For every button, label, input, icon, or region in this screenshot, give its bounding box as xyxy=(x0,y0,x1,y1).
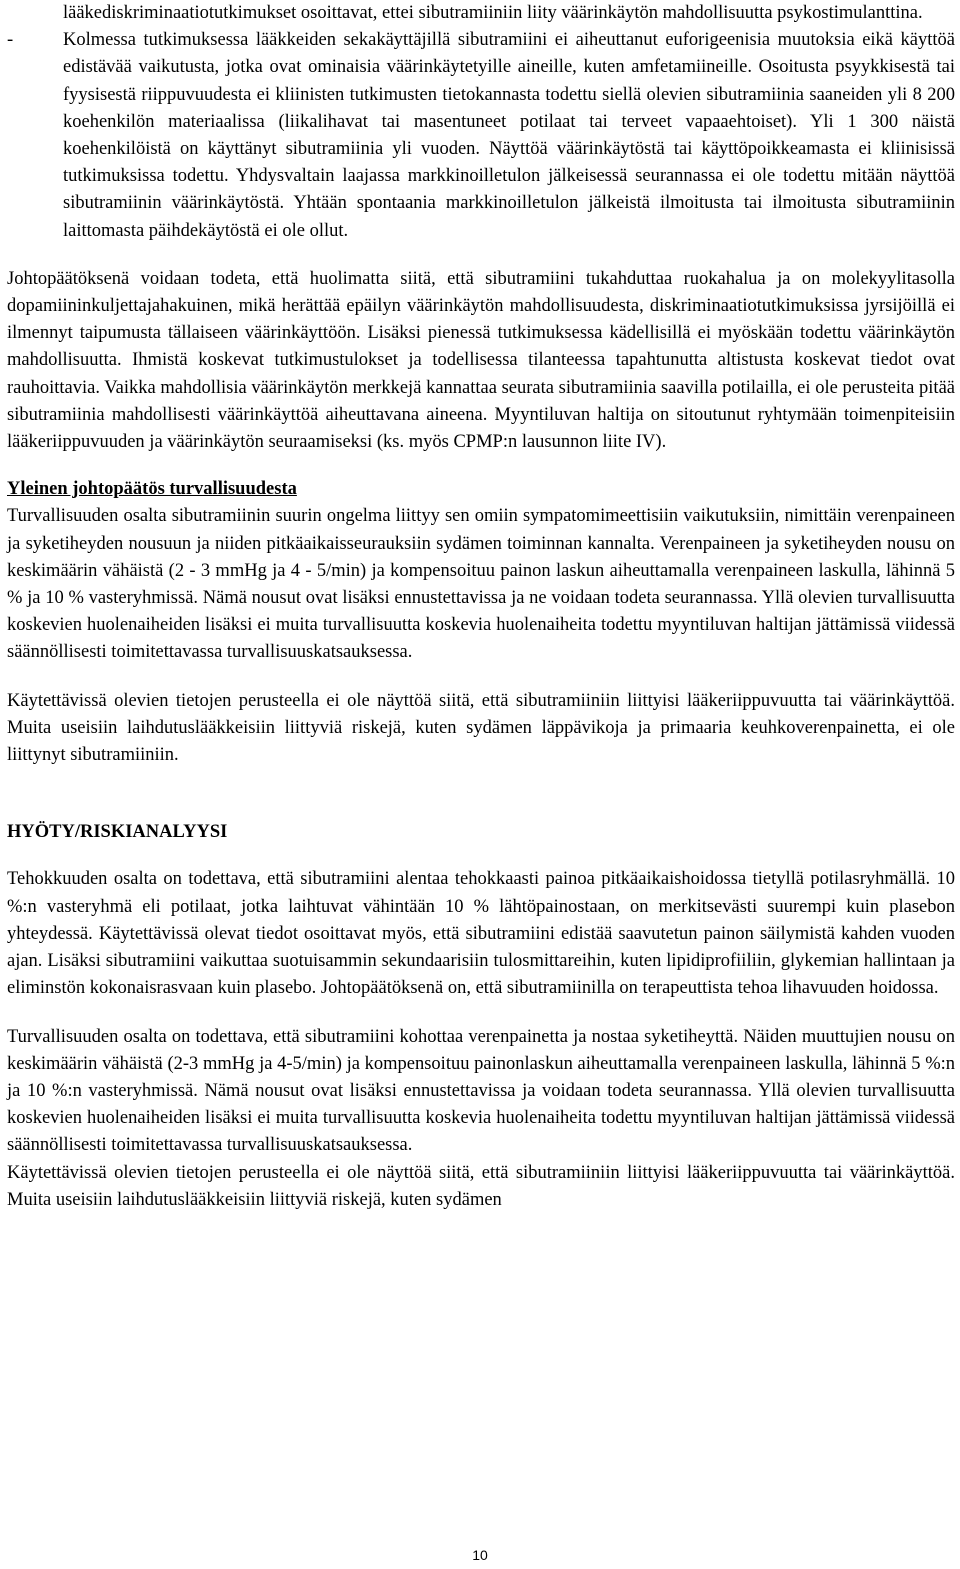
spacer xyxy=(7,456,955,476)
document-page xyxy=(7,0,955,1214)
section-heading-benefit-risk: HYÖTY/RISKIANALYYSI xyxy=(7,822,228,843)
spacer xyxy=(7,846,955,866)
spacer xyxy=(7,667,955,688)
list-item xyxy=(7,27,955,245)
safety-paragraph-1: Turvallisuuden osalta sibutramiinin suurin ongelma liittyy sen omiin sympatomimeettisiin vaikutuksiin, nimittäin verenpaineen ja syketiheyden nousuun ja niiden pitkäaikaisseurauksiin sydämen toiminnan kannalta. Verenpaineen ja syketiheyden nousu on keskimäärin vähäistä (2 - 3 mmHg ja 4 - 5/min) ja kompensoituu painon laskun aiheuttamalla verenpaineen laskulla, lähinnä 5 % ja 10 % vasteryhmissä. Nämä nousut ovat lisäksi ennustettavissa ja ne voidaan todeta seurannassa. Yllä olevien turvallisuutta koskevien huolenaiheiden lisäksi ei muita turvallisuutta koskevia huolenaiheita todettu myyntiluvan haltijan jättämissä viidessä säännöllisesti toimitettavassa turvallisuuskatsauksessa. xyxy=(7,506,955,663)
benefit-risk-paragraph-1: Tehokkuuden osalta on todettava, että sibutramiini alentaa tehokkaasti painoa pitkäaikaishoidossa tietyllä potilasryhmällä. 10 %:n vasteryhmä eli potilaat, jotka laihtuvat vähintään 10 % lähtöpainostaan, on merkitsevästi suurempi kuin plasebon yhteydessä. Käytettävissä olevat tiedot osoittavat myös, että sibutramiini edistää saavutetun painon säilymistä kahden vuoden ajan. Lisäksi sibutramiini vaikuttaa suotuisammin sekundaarisiin tulosmittareihin, kuten lipidiprofiiliin, glykemian hallintaan ja eliminstön kokonaisrasvaan kuin plasebo. Johtopäätöksenä on, että sibutramiinilla on terapeuttista tehoa lihavuuden hoidossa. xyxy=(7,869,955,999)
benefit-risk-paragraph-2: Turvallisuuden osalta on todettava, että sibutramiini kohottaa verenpainetta ja nostaa syketiheyttä. Näiden muuttujien nousu on keskimäärin vähäistä (2-3 mmHg ja 4-5/min) ja kompensoituu painonlaskun aiheuttamalla verenpaineen laskulla, lähinnä 5 %:n ja 10 %:n vasteryhmissä. Nämä nousut ovat lisäksi ennustettavissa ja voidaan todeta seurannassa. Yllä olevien turvallisuutta koskevien huolenaiheiden lisäksi ei muita turvallisuutta koskevia huolenaiheita todettu myyntiluvan haltijan jättämissä viidessä säännöllisesti toimitettavassa turvallisuuskatsauksessa. xyxy=(7,1026,955,1156)
benefit-risk-paragraph-3: Käytettävissä olevien tietojen perusteella ei ole näyttöä siitä, että sibutramiiniin liittyisi lääkeriippuvuutta tai väärinkäyttöä. Muita useisiin laihdutuslääkkeisiin liittyviä riskejä, kuten sydämen xyxy=(7,1162,955,1210)
spacer xyxy=(7,1003,955,1024)
list-dash: - xyxy=(7,30,14,51)
spacer xyxy=(7,245,955,266)
page-number: 10 xyxy=(472,1547,488,1563)
spacer xyxy=(7,769,955,819)
section-heading-safety: Yleinen johtopäätös turvallisuudesta xyxy=(7,479,297,500)
conclusion-paragraph: Johtopäätöksenä voidaan todeta, että huolimatta siitä, että sibutramiini tukahduttaa ruokahalua ja on molekyylitasolla dopamiininkuljettajahakuinen, mikä herättää epäilyn väärinkäytön mahdollisuudesta, diskriminaatiotutkimuksissa jyrsijöillä ei ilmennyt taipumusta tällaiseen väärinkäyttöön. Lisäksi pienessä tutkimuksessa kädellisillä ei myöskään todettu väärinkäytön mahdollisuutta. Ihmistä koskevat tutkimustulokset ja todellisessa tilanteessa tapahtunutta altistusta koskevat tiedot ovat rauhoittavia. Vaikka mahdollisia väärinkäytön merkkejä kannattaa seurata sibutramiinia saavilla potilailla, ei ole perusteita pitää sibutramiinia mahdollisesti väärinkäyttöä aiheuttavana aineena. Myyntiluvan haltija on sitoutunut ryhtymään toimenpiteisiin lääkeriippuvuuden ja väärinkäytön seuraamiseksi (ks. myös CPMP:n lausunnon liite IV). xyxy=(7,268,955,453)
safety-paragraph-2: Käytettävissä olevien tietojen perusteella ei ole näyttöä siitä, että sibutramiiniin liittyisi lääkeriippuvuutta tai väärinkäyttöä. Muita useisiin laihdutuslääkkeisiin liittyviä riskejä, kuten sydämen läppävikoja ja primaaria keuhkoverenpainetta, ei ole liittynyt sibutramiiniin. xyxy=(7,690,955,766)
list-continuation: lääkediskriminaatiotutkimukset osoittavat, ettei sibutramiiniin liity väärinkäytön mahdollisuutta psykostimulanttina. xyxy=(63,3,923,23)
list-item-text: Kolmessa tutkimuksessa lääkkeiden sekakäyttäjillä sibutramiini ei aiheuttanut euforigeenisia muutoksia eikä käyttöä edistävää vaikutusta, jotka ovat ominaisia väärinkäytetyille aineille, kuten amfetamiineille. Osoitusta psyykkisestä tai fyysisestä riippuvuudesta ei kliinisten tutkimusten tietokannasta todettu siellä olevien sibutramiinia saaneiden yli 8 200 koehenkilön materiaalissa (liikalihavat tai masentuneet potilaat tai terveet vapaaehtoiset). Yli 1 300 näistä koehenkilöistä on käyttänyt sibutramiinia yli vuoden. Näyttöä väärinkäytöstä tai käyttöpoikkeamasta ei kliinisissä tutkimuksissa todettu. Yhdysvaltain laajassa markkinoilletulon jälkeisessä seurannassa ei ole todettu mitään näyttöä sibutramiinin väärinkäytöstä. Yhtään spontaania markkinoilletulon jälkeistä ilmoitusta tai ilmoitusta sibutramiinin laittomasta päihdekäytöstä ei ole ollut. xyxy=(63,30,955,241)
